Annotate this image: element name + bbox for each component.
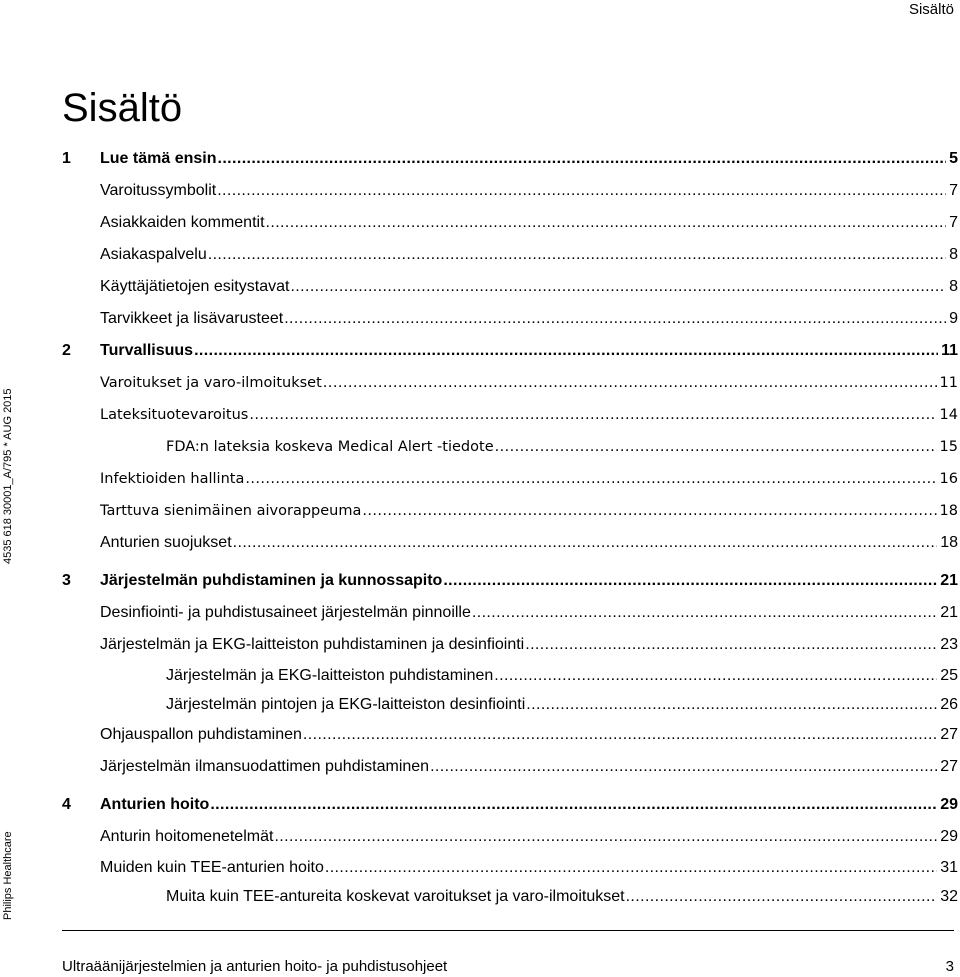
toc-leader-dots xyxy=(194,342,938,360)
page-footer xyxy=(62,930,954,977)
toc-entry[interactable] xyxy=(62,629,958,661)
toc-page: 8 xyxy=(949,246,958,263)
footer-document-title: Ultraäänijärjestelmien ja anturien hoito- ja puhdistusohjeet xyxy=(62,958,448,975)
toc-label: Ohjauspallon puhdistaminen xyxy=(100,726,302,743)
toc-entry[interactable] xyxy=(62,271,958,303)
table-of-contents xyxy=(62,143,958,911)
toc-leader-dots xyxy=(495,439,937,455)
toc-leader-dots xyxy=(249,407,936,423)
toc-entry[interactable] xyxy=(62,853,958,882)
toc-subentry[interactable] xyxy=(62,431,958,463)
toc-page: 21 xyxy=(940,604,958,621)
company-name: Philips Healthcare xyxy=(2,831,14,921)
toc-chapter-4[interactable] xyxy=(62,789,958,821)
toc-label: Lue tämä ensin xyxy=(100,150,217,167)
toc-page: 27 xyxy=(940,758,958,775)
toc-leader-dots xyxy=(430,758,937,776)
toc-leader-dots xyxy=(303,726,937,744)
toc-label: Muita kuin TEE-antureita koskevat varoitukset ja varo-ilmoitukset xyxy=(166,887,625,905)
toc-leader-dots xyxy=(217,150,946,168)
toc-label: Järjestelmän ja EKG-laitteiston puhdistaminen xyxy=(166,666,494,684)
toc-page: 7 xyxy=(949,182,958,199)
toc-leader-dots xyxy=(208,246,946,264)
toc-page: 21 xyxy=(940,572,958,589)
toc-label: Muiden kuin TEE-anturien hoito xyxy=(100,858,324,876)
toc-label: Varoitukset ja varo-ilmoitukset xyxy=(100,375,322,391)
toc-page: 11 xyxy=(941,342,958,359)
toc-entry[interactable] xyxy=(62,399,958,431)
toc-label: Varoitussymbolit xyxy=(100,182,217,199)
toc-page: 16 xyxy=(939,471,958,487)
toc-leader-dots xyxy=(233,534,938,552)
toc-page: 31 xyxy=(940,858,958,876)
toc-page: 25 xyxy=(940,666,958,684)
toc-entry[interactable] xyxy=(62,495,958,527)
toc-leader-dots xyxy=(245,471,936,487)
toc-label: Anturien suojukset xyxy=(100,534,232,551)
toc-page: 14 xyxy=(939,407,958,423)
toc-label: Infektioiden hallinta xyxy=(100,471,245,487)
toc-label: Järjestelmän ilmansuodattimen puhdistaminen xyxy=(100,758,430,775)
toc-page: 27 xyxy=(940,726,958,743)
toc-leader-dots xyxy=(525,636,937,654)
toc-page: 9 xyxy=(949,310,958,327)
toc-label: Järjestelmän pintojen ja EKG-laitteiston desinfiointi xyxy=(166,695,526,713)
toc-entry[interactable] xyxy=(62,821,958,853)
toc-number: 4 xyxy=(62,796,71,813)
toc-label: Anturin hoitomenetelmät xyxy=(100,828,274,845)
toc-chapter-1[interactable] xyxy=(62,143,958,175)
toc-entry[interactable] xyxy=(62,719,958,751)
toc-leader-dots xyxy=(323,375,937,391)
toc-subentry[interactable] xyxy=(62,661,958,690)
footer-page-number: 3 xyxy=(945,958,954,975)
toc-page: 7 xyxy=(949,214,958,231)
toc-leader-dots xyxy=(266,214,947,232)
toc-label: Asiakkaiden kommentit xyxy=(100,214,265,231)
toc-page: 11 xyxy=(939,375,958,391)
toc-label: Asiakaspalvelu xyxy=(100,246,207,263)
toc-leader-dots xyxy=(494,667,937,685)
toc-page: 18 xyxy=(940,534,958,551)
toc-leader-dots xyxy=(362,503,936,519)
toc-leader-dots xyxy=(274,828,937,846)
toc-chapter-3[interactable] xyxy=(62,565,958,597)
toc-label: Lateksituotevaroitus xyxy=(100,407,249,423)
toc-entry[interactable] xyxy=(62,303,958,335)
toc-leader-dots xyxy=(284,310,946,328)
toc-label: FDA:n lateksia koskeva Medical Alert -tiedote xyxy=(166,439,494,455)
toc-entry[interactable] xyxy=(62,207,958,239)
toc-entry[interactable] xyxy=(62,597,958,629)
toc-label: Järjestelmän puhdistaminen ja kunnossapito xyxy=(100,572,443,589)
toc-page: 29 xyxy=(940,828,958,845)
toc-leader-dots xyxy=(443,572,937,590)
toc-entry[interactable] xyxy=(62,367,958,399)
toc-page: 23 xyxy=(940,636,958,653)
toc-entry[interactable] xyxy=(62,239,958,271)
toc-entry[interactable] xyxy=(62,175,958,207)
page-title: Sisältö xyxy=(62,86,183,130)
toc-leader-dots xyxy=(526,696,937,714)
running-header: Sisältö xyxy=(908,1,954,18)
toc-number: 1 xyxy=(62,150,71,167)
toc-number: 3 xyxy=(62,572,71,589)
toc-leader-dots xyxy=(325,859,937,877)
toc-leader-dots xyxy=(210,796,937,814)
toc-label: Desinfiointi- ja puhdistusaineet järjestelmän pinnoille xyxy=(100,604,471,621)
toc-entry[interactable] xyxy=(62,527,958,559)
toc-subentry[interactable] xyxy=(62,690,958,719)
toc-label: Turvallisuus xyxy=(100,342,194,359)
toc-label: Tarvikkeet ja lisävarusteet xyxy=(100,310,284,327)
toc-label: Järjestelmän ja EKG-laitteiston puhdistaminen ja desinfiointi xyxy=(100,636,525,653)
toc-leader-dots xyxy=(290,278,946,296)
toc-label: Tarttuva sienimäinen aivorappeuma xyxy=(100,503,362,519)
toc-page: 15 xyxy=(939,439,958,455)
toc-entry[interactable] xyxy=(62,463,958,495)
toc-leader-dots xyxy=(472,604,937,622)
toc-leader-dots xyxy=(626,888,938,906)
toc-page: 8 xyxy=(949,278,958,295)
toc-label: Käyttäjätietojen esitystavat xyxy=(100,278,290,295)
toc-page: 5 xyxy=(949,150,958,167)
toc-page: 26 xyxy=(940,695,958,713)
toc-chapter-2[interactable] xyxy=(62,335,958,367)
toc-label: Anturien hoito xyxy=(100,796,210,813)
toc-number: 2 xyxy=(62,342,71,359)
toc-entry[interactable] xyxy=(62,751,958,783)
toc-page: 18 xyxy=(939,503,958,519)
document-code: 4535 618 30001_A/795 * AUG 2015 xyxy=(2,388,14,564)
toc-subentry[interactable] xyxy=(62,882,958,911)
toc-page: 32 xyxy=(940,887,958,905)
toc-leader-dots xyxy=(217,182,946,200)
toc-page: 29 xyxy=(940,796,958,813)
